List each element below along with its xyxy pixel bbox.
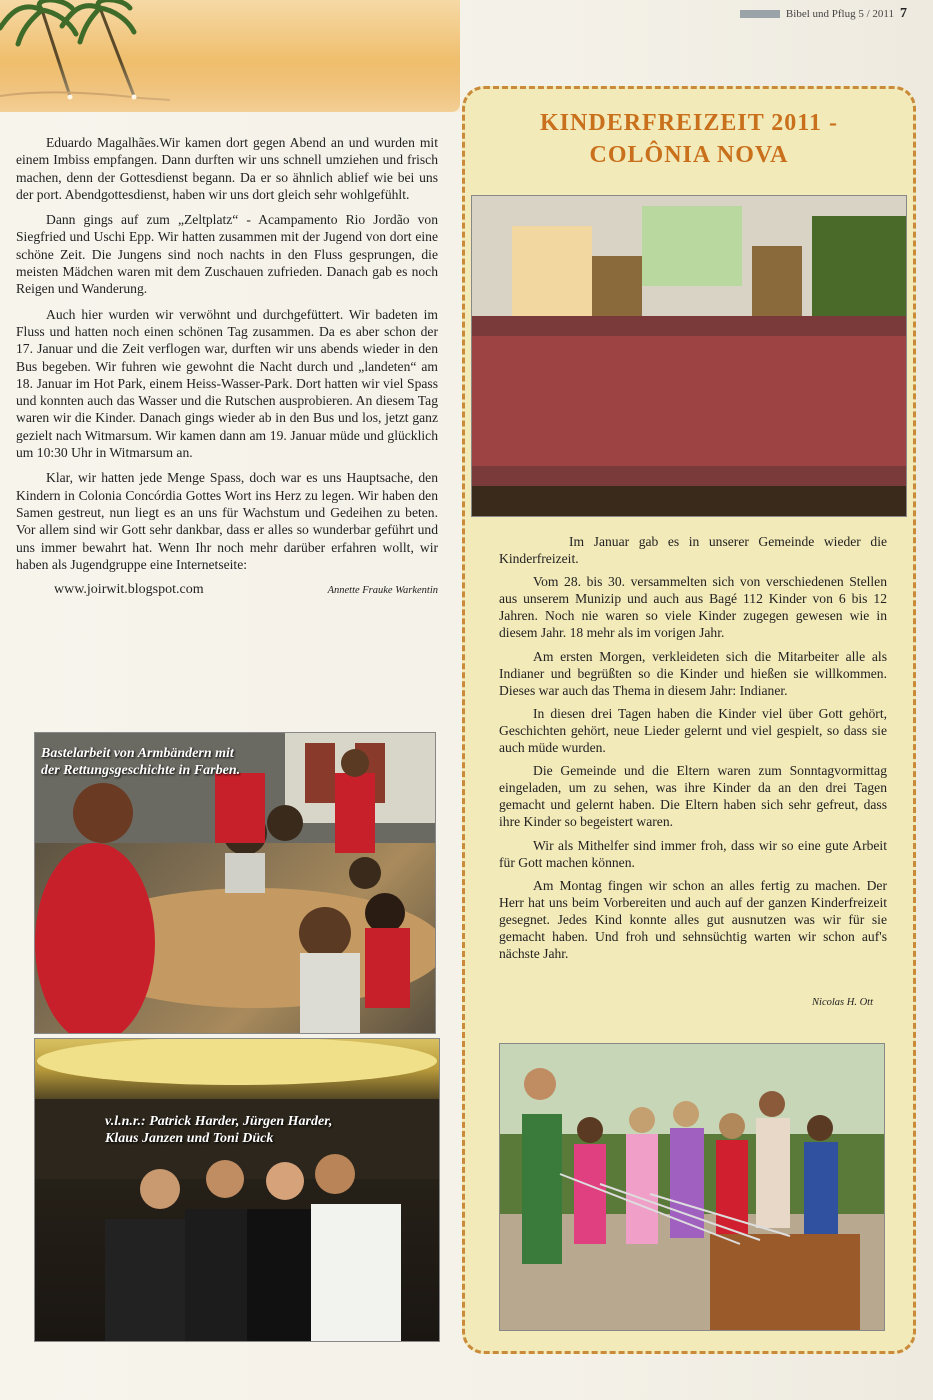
article-author-signature: Nicolas H. Ott <box>812 997 873 1008</box>
article-title-line: KINDERFREIZEIT 2011 - <box>540 110 838 136</box>
signature-row <box>16 581 438 599</box>
paragraph: Die Gemeinde und die Eltern waren zum Sonntagvormittag eingeladen, um zu sehen, was ihre Kinder da an den drei Tagen gemacht und gelernt haben. Die Eltern haben sich sehr gefreut, dass ihre Kinder so begeistert waren. <box>499 763 887 830</box>
photo-group-young-men <box>34 1038 440 1342</box>
roasting-scene-image <box>500 1044 884 1330</box>
caption-line: Bastelarbeit von Armbändern mit <box>41 746 234 761</box>
children-stage-image <box>472 196 906 516</box>
article-title <box>465 107 913 171</box>
group-scene-image <box>35 1039 439 1341</box>
author-signature: Annette Frauke Warkentin <box>327 585 438 597</box>
publication-title: Bibel und Pflug 5 / 2011 <box>785 8 894 20</box>
running-head <box>740 6 907 22</box>
paragraph: Dann gings auf zum „Zeltplatz“ - Acampamento Rio Jordão von Siegfried und Uschi Epp. Wir hatten zusammen mit der Jugend von dort eine schöne Zeit. Die Jungens sind noch nachts in den Fluss gesprungen, die meisten Mädchen waren mit dem Zuschauen zufrieden. Danach gab es noch Reigen und Wanderung. <box>16 212 438 297</box>
running-head-bar <box>740 10 780 18</box>
caption-line: Klaus Janzen und Toni Dück <box>105 1131 274 1146</box>
website-link[interactable]: www.joirwit.blogspot.com <box>54 582 204 598</box>
page-number: 7 <box>900 6 907 21</box>
article-title-line: COLÔNIA NOVA <box>589 142 789 168</box>
article-box-kinderfreizeit <box>462 86 916 1354</box>
paragraph: Wir als Mithelfer sind immer froh, dass wir so eine gute Arbeit für Gott machen können. <box>499 837 887 870</box>
caption-line: der Rettungsgeschichte in Farben. <box>41 763 241 778</box>
paragraph: Eduardo Magalhães.Wir kamen dort gegen Abend an und wurden mit einem Imbiss empfangen. Dann durften wir uns schnell umziehen und frisch machen, denn der Gottesdienst begann. Da er so ähnlich ablief wie bei uns der port. Abendgottesdienst, haben wir uns dort gleich sehr wohlgefühlt. <box>16 135 438 202</box>
paragraph: Auch hier wurden wir verwöhnt und durchgefüttert. Wir badeten im Fluss und hatten noch einen schönen Tag zusammen. Da es aber schon der 17. Januar und die Zeit verflogen war, durften wir uns abends wieder in den Bus begeben. Wir fuhren wie gewohnt die Nacht durch und „landeten“ am 18. Januar im Hot Park, einem Heiss-Wasser-Park. Dort hatten wir viel Spass und konnten auch das Wasser und die Rutschen ausprobieren. An diesem Tag waren wir die Kinder. Danach gings wieder ab in den Bus und los, jetzt ganz gezielt nach Witmarsum. Wir kamen dann am 19. Januar müde und glücklich um 10:30 Uhr in Witmarsum an. <box>16 306 438 461</box>
paragraph: In diesen drei Tagen haben die Kinder viel über Gott gehört, Geschichten gehört, neue Lieder gelernt und viel gespielt, so dass sie auch müde wurden. <box>499 705 887 756</box>
paragraph: Am ersten Morgen, verkleideten sich die Mitarbeiter alle als Indianer und begrüßten so die Kinder und hießen sie willkommen. Dieses war auch das Thema in diesem Jahr: Indianer. <box>499 648 887 698</box>
left-column-text <box>16 134 438 599</box>
paragraph: Im Januar gab es in unserer Gemeinde wieder die Kinderfreizeit. <box>499 534 887 567</box>
photo-bracelet-crafting <box>34 732 436 1034</box>
paragraph: Vom 28. bis 30. versammelten sich von verschiedenen Stellen aus unserem Munizip und auch aus Bagé 112 Kinder von 6 bis 12 Jahren. Noch nie waren so viele Kinder zugegen gewesen wie in diesem Jahr. 18 mehr als im vorigen Jahr. <box>499 574 887 641</box>
photo-children-group <box>471 195 907 517</box>
paragraph: Am Montag fingen wir schon an alles fertig zu machen. Der Herr hat uns beim Vorbereiten und auch auf der ganzen Kinderfreizeit gesegnet. Jedes Kind konnte alles gut ausnutzen was wir für sie gemacht haben. Und froh und sehnsüchtig warten wir schon auf's nächste Jahr. <box>499 877 887 962</box>
photo-caption-group <box>105 1113 332 1147</box>
caption-line: v.l.n.r.: Patrick Harder, Jürgen Harder, <box>105 1114 333 1129</box>
article-body <box>499 533 887 968</box>
photo-caption-bracelet <box>41 745 240 779</box>
paragraph: Klar, wir hatten jede Menge Spass, doch war es uns Hauptsache, den Kindern in Colonia Concórdia Gottes Wort ins Herz zu legen. Wir haben den Samen gestreut, nun liegt es an uns für Wachstum und Gedeihen zu beten. Vor allem sind wir Gott sehr dankbar, dass er alles so wunderbar geführt und uns immer bewahrt hat. Wenn Ihr noch mehr darüber erfahren wollt, wir haben als Jugendgruppe eine Internetseite: <box>16 470 438 572</box>
palm-tree-icon <box>0 0 170 112</box>
header-decoration <box>0 0 460 112</box>
photo-children-roasting <box>499 1043 885 1331</box>
